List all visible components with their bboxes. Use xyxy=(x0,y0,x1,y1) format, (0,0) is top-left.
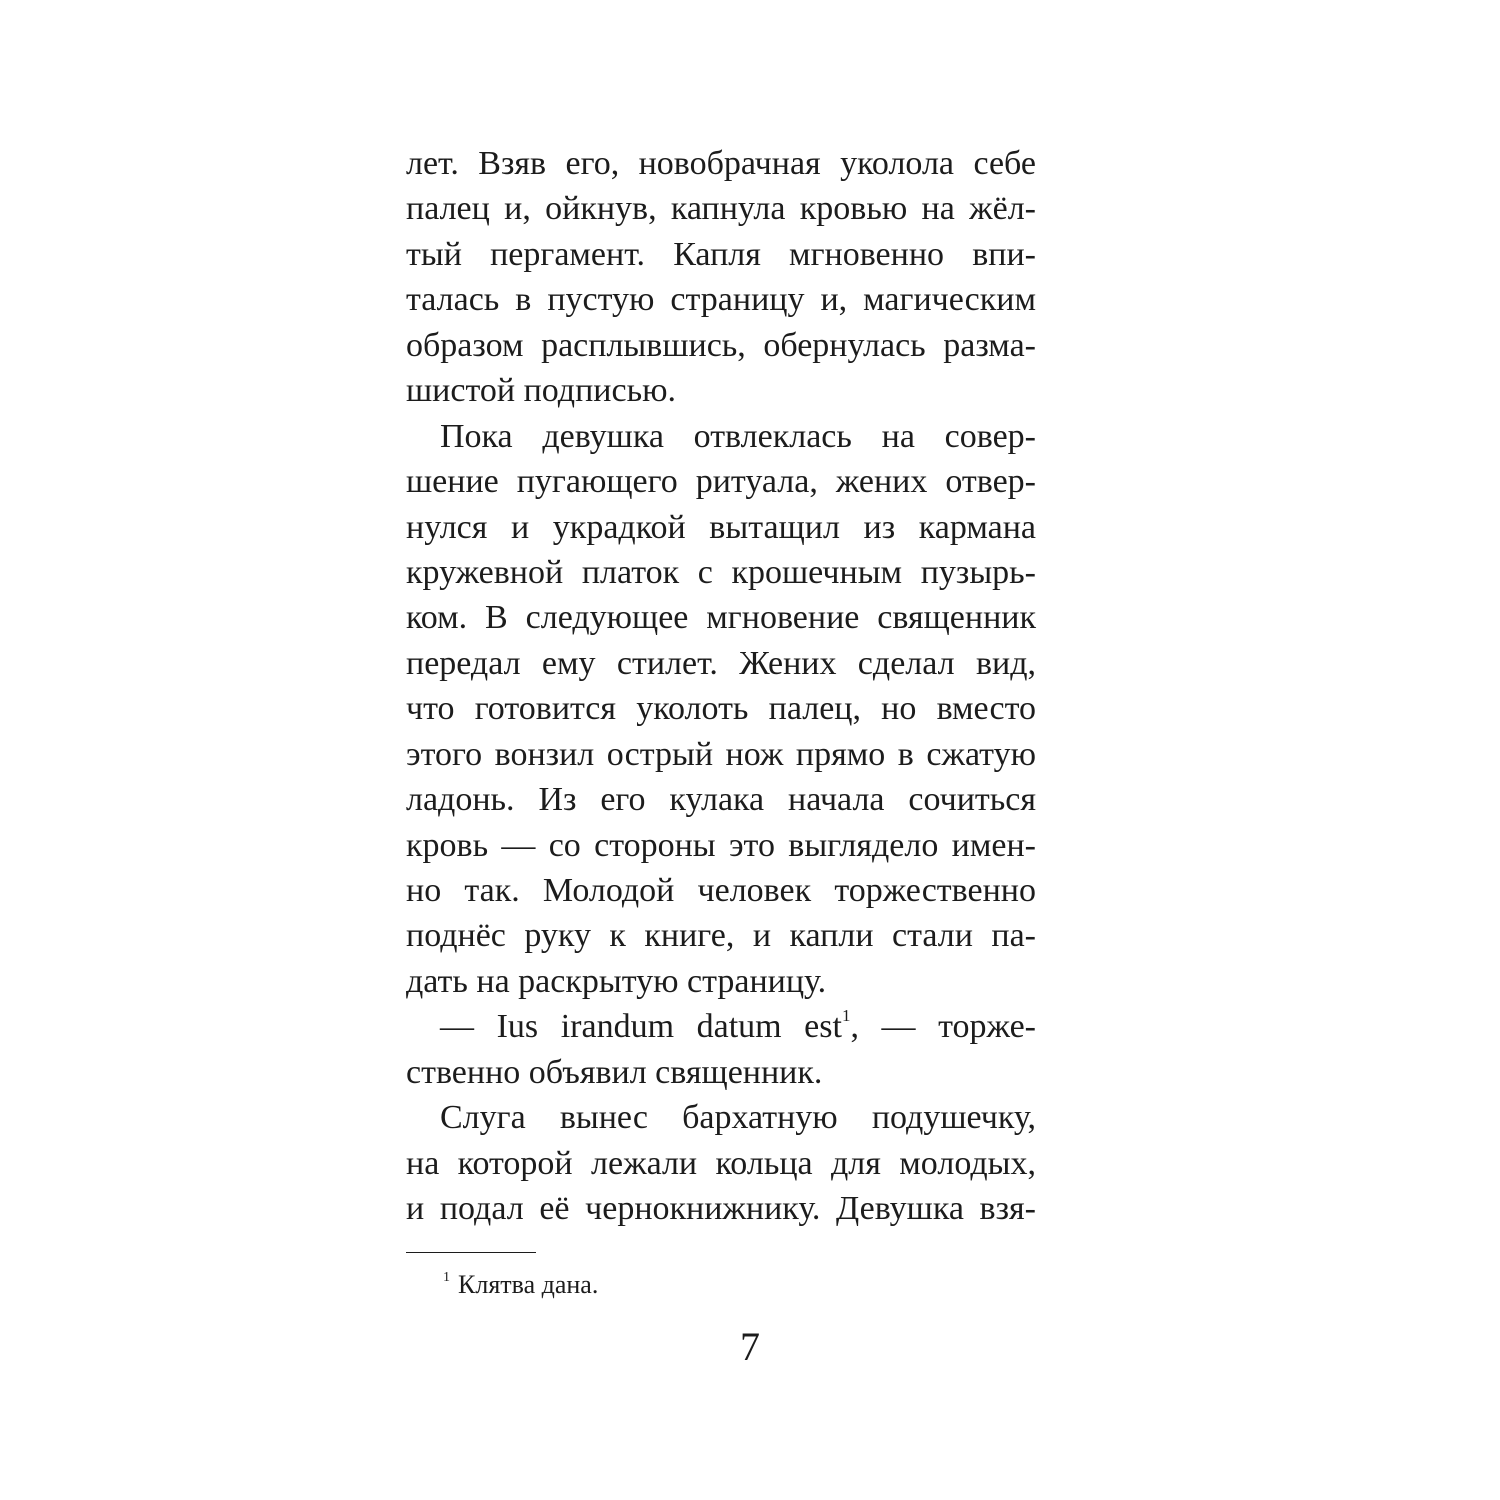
dialogue-text-continued: , — торже- xyxy=(850,1008,1036,1046)
footnote xyxy=(443,1265,598,1305)
text-line: талась в пустую страницу и, магическим xyxy=(406,281,1036,319)
footnote-divider xyxy=(406,1252,536,1253)
text-line: шение пугающего ритуала, жених отвер- xyxy=(406,463,1036,501)
text-line: кровь — со стороны это выглядело имен- xyxy=(406,826,1036,864)
text-line: кружевной платок с крошечным пузырь- xyxy=(406,553,1036,591)
text-line: передал ему стилет. Жених сделал вид, xyxy=(406,644,1036,682)
text-line: что готовится уколоть палец, но вместо xyxy=(406,690,1036,728)
text-line: лет. Взяв его, новобрачная уколола себе xyxy=(406,145,1036,182)
dialogue-text: — Ius irandum datum est xyxy=(440,1008,842,1046)
text-line: поднёс руку к книге, и капли стали па- xyxy=(406,917,1036,955)
footnote-marker: 1 xyxy=(443,1270,450,1285)
text-line: этого вонзил острый нож прямо в сжатую xyxy=(406,735,1036,773)
footnote-text: Клятва дана. xyxy=(458,1270,599,1299)
footnote-reference[interactable]: 1 xyxy=(841,1006,851,1026)
text-line: тый пергамент. Капля мгновенно впи- xyxy=(406,235,1036,273)
text-line: ственно объявил священник. xyxy=(406,1053,823,1091)
text-line: Пока девушка отвлеклась на совер- xyxy=(440,417,1036,455)
text-line: палец и, ойкнув, капнула кровью на жёл- xyxy=(406,190,1036,228)
text-line: но так. Молодой человек торжественно xyxy=(406,872,1036,909)
text-line: дать на раскрытую страницу. xyxy=(406,962,827,1000)
text-line: на которой лежали кольца для молодых, xyxy=(406,1144,1036,1182)
text-line: нулся и украдкой вытащил из кармана xyxy=(406,508,1036,546)
text-line: и подал её чернокнижнику. Девушка взя- xyxy=(406,1190,1036,1228)
text-line: образом расплывшись, обернулась разма- xyxy=(406,326,1036,364)
text-line: ладонь. Из его кулака начала сочиться xyxy=(406,781,1036,819)
text-line: шистой подписью. xyxy=(406,372,676,410)
text-line: Слуга вынес бархатную подушечку, xyxy=(440,1099,1036,1137)
page-number: 7 xyxy=(740,1324,760,1369)
text-line: ком. В следующее мгновение священник xyxy=(406,599,1036,637)
text-line-with-footnote xyxy=(406,1004,1036,1049)
main-text-column xyxy=(406,141,1036,1232)
